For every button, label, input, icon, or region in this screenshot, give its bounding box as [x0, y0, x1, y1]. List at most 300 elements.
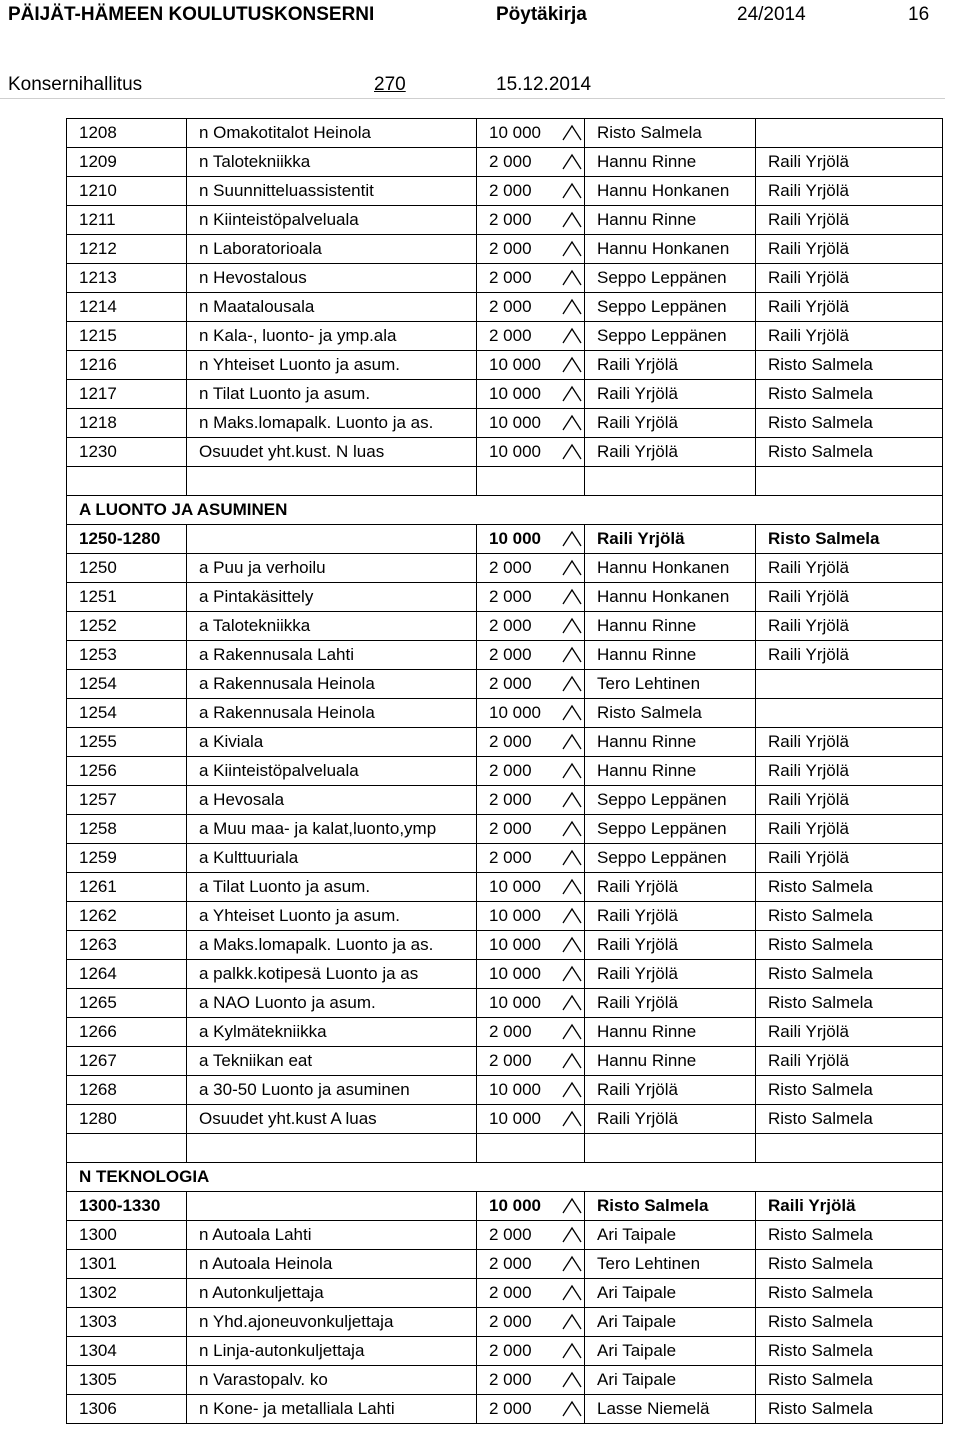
page-number: 16 — [908, 4, 930, 25]
row-name-text: n Suunnitteluassistentit — [199, 181, 374, 200]
row-name — [187, 409, 477, 438]
row-amount — [477, 612, 585, 641]
row-name-text: n Laboratorioala — [199, 239, 322, 258]
table-row — [67, 670, 943, 699]
row-name-text: a Tilat Luonto ja asum. — [199, 877, 371, 896]
table-row — [67, 1192, 943, 1221]
responsible-person-1-text: Raili Yrjölä — [597, 993, 678, 1012]
row-code — [67, 583, 187, 612]
responsible-person-2 — [756, 989, 943, 1018]
table-row — [67, 148, 943, 177]
row-amount-text: 2 000 — [489, 1022, 532, 1041]
responsible-person-2 — [756, 235, 943, 264]
responsible-person-1 — [585, 844, 756, 873]
table-row — [67, 554, 943, 583]
responsible-person-1-text: Seppo Leppänen — [597, 819, 727, 838]
row-name — [187, 351, 477, 380]
row-amount-text: 10 000 — [489, 442, 541, 461]
responsible-person-1 — [585, 757, 756, 786]
row-name — [187, 1366, 477, 1395]
row-name — [187, 1105, 477, 1134]
responsible-person-1 — [585, 1337, 756, 1366]
row-name-text: a Maks.lomapalk. Luonto ja as. — [199, 935, 434, 954]
row-code — [67, 1047, 187, 1076]
row-name — [187, 554, 477, 583]
responsible-person-2-text: Raili Yrjölä — [768, 268, 849, 287]
responsible-person-1-text: Raili Yrjölä — [597, 355, 678, 374]
row-name-text: a Kiinteistöpalveluala — [199, 761, 359, 780]
responsible-person-2 — [756, 815, 943, 844]
row-code — [67, 351, 187, 380]
responsible-person-2 — [756, 757, 943, 786]
row-name — [187, 699, 477, 728]
table-row — [67, 1221, 943, 1250]
row-amount-text: 2 000 — [489, 790, 532, 809]
row-amount — [477, 728, 585, 757]
row-amount — [477, 206, 585, 235]
responsible-person-2-text: Raili Yrjölä — [768, 616, 849, 635]
row-code-text: 1213 — [79, 268, 117, 287]
row-amount — [477, 641, 585, 670]
responsible-person-2-text: Risto Salmela — [768, 384, 873, 403]
row-code-text: 1208 — [79, 123, 117, 142]
table-row — [67, 409, 943, 438]
row-name-text: a Rakennusala Heinola — [199, 674, 375, 693]
table-row — [67, 1018, 943, 1047]
responsible-person-1 — [585, 525, 756, 554]
responsible-person-1-text: Risto Salmela — [597, 703, 702, 722]
row-code — [67, 844, 187, 873]
responsible-person-1-text: Raili Yrjölä — [597, 964, 678, 983]
row-amount-text: 10 000 — [489, 384, 541, 403]
responsible-person-1 — [585, 322, 756, 351]
row-amount — [477, 873, 585, 902]
row-code — [67, 293, 187, 322]
responsible-person-1 — [585, 235, 756, 264]
row-amount-text: 2 000 — [489, 239, 532, 258]
row-amount-text: 2 000 — [489, 587, 532, 606]
row-name — [187, 1221, 477, 1250]
row-code — [67, 1279, 187, 1308]
responsible-person-2 — [756, 1250, 943, 1279]
row-amount — [477, 1366, 585, 1395]
responsible-person-2-text: Risto Salmela — [768, 1370, 873, 1389]
table-row — [67, 380, 943, 409]
responsible-person-2 — [756, 1192, 943, 1221]
row-code-text: 1255 — [79, 732, 117, 751]
responsible-person-2-text: Raili Yrjölä — [768, 1051, 849, 1070]
responsible-person-2-text: Raili Yrjölä — [768, 761, 849, 780]
responsible-person-1 — [585, 873, 756, 902]
responsible-person-2-text: Raili Yrjölä — [768, 790, 849, 809]
empty-cell — [585, 1134, 756, 1163]
table-row — [67, 815, 943, 844]
row-code-text: 1262 — [79, 906, 117, 925]
row-amount-text: 10 000 — [489, 1109, 541, 1128]
row-name — [187, 873, 477, 902]
row-name — [187, 902, 477, 931]
table-row — [67, 902, 943, 931]
row-code-text: 1214 — [79, 297, 117, 316]
responsible-person-2-text: Raili Yrjölä — [768, 819, 849, 838]
responsible-person-2 — [756, 351, 943, 380]
table-row — [67, 728, 943, 757]
row-code-text: 1253 — [79, 645, 117, 664]
row-name — [187, 960, 477, 989]
row-name-text: a Puu ja verhoilu — [199, 558, 326, 577]
responsible-person-1 — [585, 409, 756, 438]
responsible-person-1-text: Hannu Rinne — [597, 1022, 697, 1041]
responsible-person-2 — [756, 583, 943, 612]
responsible-person-2 — [756, 1018, 943, 1047]
table-row — [67, 1279, 943, 1308]
row-amount-text: 2 000 — [489, 674, 532, 693]
row-code — [67, 1308, 187, 1337]
table-row — [67, 989, 943, 1018]
table-row — [67, 612, 943, 641]
table-row — [67, 960, 943, 989]
responsible-person-2 — [756, 1395, 943, 1424]
responsible-person-1-text: Ari Taipale — [597, 1225, 677, 1244]
row-code — [67, 264, 187, 293]
responsible-person-1 — [585, 960, 756, 989]
row-amount-text: 10 000 — [489, 906, 541, 925]
responsible-person-1 — [585, 148, 756, 177]
row-name-text: a Muu maa- ja kalat,luonto,ymp — [199, 819, 437, 838]
row-name — [187, 264, 477, 293]
row-code-text: 1304 — [79, 1341, 117, 1360]
responsible-person-1-text: Raili Yrjölä — [597, 1080, 678, 1099]
row-code-text: 1300-1330 — [79, 1196, 161, 1215]
row-code-text: 1217 — [79, 384, 117, 403]
row-amount — [477, 322, 585, 351]
row-amount-text: 2 000 — [489, 152, 532, 171]
table-row — [67, 1395, 943, 1424]
body-name: Konsernihallitus — [8, 74, 143, 95]
row-name-text: n Maks.lomapalk. Luonto ja as. — [199, 413, 434, 432]
row-code — [67, 670, 187, 699]
row-code-text: 1301 — [79, 1254, 117, 1273]
responsible-person-2-text: Raili Yrjölä — [768, 1022, 849, 1041]
responsible-person-1-text: Risto Salmela — [597, 123, 702, 142]
responsible-person-2 — [756, 728, 943, 757]
empty-cell — [477, 1134, 585, 1163]
row-amount — [477, 235, 585, 264]
row-name — [187, 148, 477, 177]
responsible-person-1-text: Seppo Leppänen — [597, 297, 727, 316]
empty-cell — [477, 467, 585, 496]
row-amount — [477, 525, 585, 554]
row-amount — [477, 844, 585, 873]
row-name-text: n Hevostalous — [199, 268, 307, 287]
table-row — [67, 322, 943, 351]
responsible-person-2-text: Raili Yrjölä — [768, 181, 849, 200]
row-amount-text: 10 000 — [489, 993, 541, 1012]
organization-name: PÄIJÄT-HÄMEEN KOULUTUSKONSERNI — [8, 4, 375, 25]
row-amount-text: 2 000 — [489, 1225, 532, 1244]
row-name — [187, 206, 477, 235]
row-code — [67, 206, 187, 235]
row-amount — [477, 380, 585, 409]
row-amount — [477, 1221, 585, 1250]
responsible-person-1 — [585, 177, 756, 206]
responsible-person-1-text: Tero Lehtinen — [597, 1254, 701, 1273]
responsible-person-2 — [756, 177, 943, 206]
table-row — [67, 641, 943, 670]
responsible-person-1-text: Hannu Rinne — [597, 210, 697, 229]
responsible-person-2-text: Raili Yrjölä — [768, 152, 849, 171]
responsible-person-1 — [585, 438, 756, 467]
table-row — [67, 699, 943, 728]
row-code — [67, 612, 187, 641]
responsible-person-1 — [585, 1018, 756, 1047]
responsible-person-2 — [756, 554, 943, 583]
responsible-person-1 — [585, 728, 756, 757]
row-code-text: 1254 — [79, 703, 117, 722]
row-code — [67, 815, 187, 844]
section-number: 270 — [374, 74, 406, 95]
row-code-text: 1280 — [79, 1109, 117, 1128]
row-code — [67, 1337, 187, 1366]
row-name — [187, 815, 477, 844]
responsible-person-2 — [756, 844, 943, 873]
row-amount-text: 10 000 — [489, 1080, 541, 1099]
row-code-text: 1212 — [79, 239, 117, 258]
responsible-person-1-text: Ari Taipale — [597, 1341, 677, 1360]
row-amount-text: 10 000 — [489, 529, 541, 548]
row-code — [67, 119, 187, 148]
row-code-text: 1300 — [79, 1225, 117, 1244]
responsible-person-2-text: Risto Salmela — [768, 1399, 873, 1418]
row-amount — [477, 989, 585, 1018]
responsible-person-1 — [585, 206, 756, 235]
row-amount — [477, 1105, 585, 1134]
responsible-person-2-text: Risto Salmela — [768, 935, 873, 954]
table-row — [67, 177, 943, 206]
row-code — [67, 728, 187, 757]
row-code-text: 1257 — [79, 790, 117, 809]
responsible-person-2 — [756, 670, 943, 699]
meeting-date: 15.12.2014 — [496, 74, 592, 95]
responsible-person-2-text: Risto Salmela — [768, 1312, 873, 1331]
header-divider — [0, 98, 945, 99]
responsible-person-1-text: Ari Taipale — [597, 1283, 677, 1302]
responsible-person-1-text: Hannu Rinne — [597, 732, 697, 751]
responsible-person-1 — [585, 1192, 756, 1221]
row-code — [67, 380, 187, 409]
table-row — [67, 583, 943, 612]
row-code — [67, 148, 187, 177]
row-code-text: 1261 — [79, 877, 117, 896]
responsible-person-1 — [585, 554, 756, 583]
row-code — [67, 177, 187, 206]
row-amount-text: 2 000 — [489, 616, 532, 635]
responsible-person-2-text: Raili Yrjölä — [768, 558, 849, 577]
responsible-person-2 — [756, 902, 943, 931]
row-amount — [477, 1192, 585, 1221]
responsible-person-1-text: Hannu Honkanen — [597, 587, 730, 606]
table-row — [67, 206, 943, 235]
row-code-text: 1250-1280 — [79, 529, 161, 548]
row-code — [67, 989, 187, 1018]
row-code-text: 1215 — [79, 326, 117, 345]
row-code-text: 1218 — [79, 413, 117, 432]
row-code-text: 1211 — [79, 210, 116, 229]
responsible-person-2 — [756, 1105, 943, 1134]
row-amount — [477, 1308, 585, 1337]
row-amount — [477, 902, 585, 931]
row-name-text: n Yhd.ajoneuvonkuljettaja — [199, 1312, 394, 1331]
table-row — [67, 235, 943, 264]
row-name — [187, 1337, 477, 1366]
responsible-person-2-text: Risto Salmela — [768, 1254, 873, 1273]
row-amount — [477, 1395, 585, 1424]
row-amount — [477, 583, 585, 612]
responsible-person-1-text: Ari Taipale — [597, 1370, 677, 1389]
row-code-text: 1264 — [79, 964, 117, 983]
section-title: N TEKNOLOGIA — [67, 1163, 943, 1192]
row-amount — [477, 757, 585, 786]
row-amount-text: 10 000 — [489, 703, 541, 722]
responsible-person-1-text: Hannu Rinne — [597, 152, 697, 171]
row-name — [187, 931, 477, 960]
table-row — [67, 1308, 943, 1337]
responsible-person-1 — [585, 1105, 756, 1134]
row-code-text: 1265 — [79, 993, 117, 1012]
row-amount — [477, 1279, 585, 1308]
table-row — [67, 844, 943, 873]
responsible-person-2 — [756, 1221, 943, 1250]
row-code-text: 1306 — [79, 1399, 117, 1418]
row-code-text: 1209 — [79, 152, 117, 171]
table-row — [67, 264, 943, 293]
row-amount — [477, 554, 585, 583]
table-row — [67, 119, 943, 148]
responsible-person-2-text: Risto Salmela — [768, 1080, 873, 1099]
responsible-person-1 — [585, 786, 756, 815]
responsible-person-1 — [585, 1366, 756, 1395]
row-name — [187, 612, 477, 641]
row-amount-text: 2 000 — [489, 1283, 532, 1302]
row-name — [187, 670, 477, 699]
responsible-person-2-text: Risto Salmela — [768, 906, 873, 925]
row-amount-text: 10 000 — [489, 935, 541, 954]
section-row — [67, 1163, 943, 1192]
table-row — [67, 757, 943, 786]
table-row — [67, 1105, 943, 1134]
responsible-person-2-text: Risto Salmela — [768, 1109, 873, 1128]
row-amount-text: 2 000 — [489, 1312, 532, 1331]
responsible-person-1 — [585, 931, 756, 960]
row-code-text: 1263 — [79, 935, 117, 954]
row-name-text: a Rakennusala Lahti — [199, 645, 355, 664]
row-name-text: a Yhteiset Luonto ja asum. — [199, 906, 400, 925]
responsible-person-2-text: Raili Yrjölä — [768, 732, 849, 751]
row-name — [187, 844, 477, 873]
responsible-person-1 — [585, 670, 756, 699]
responsible-person-1 — [585, 119, 756, 148]
row-code — [67, 757, 187, 786]
responsible-person-1 — [585, 699, 756, 728]
row-name — [187, 1047, 477, 1076]
row-name-text: a Hevosala — [199, 790, 285, 809]
responsible-person-1-text: Raili Yrjölä — [597, 529, 685, 548]
responsible-person-2-text: Raili Yrjölä — [768, 645, 849, 664]
row-code-text: 1259 — [79, 848, 117, 867]
responsible-person-2 — [756, 1337, 943, 1366]
row-code — [67, 786, 187, 815]
budget-table — [66, 118, 943, 1424]
row-amount-text: 2 000 — [489, 326, 532, 345]
table-row — [67, 293, 943, 322]
row-amount-text: 2 000 — [489, 1399, 532, 1418]
row-amount — [477, 409, 585, 438]
responsible-person-2 — [756, 148, 943, 177]
row-name — [187, 293, 477, 322]
row-name — [187, 380, 477, 409]
responsible-person-1-text: Ari Taipale — [597, 1312, 677, 1331]
empty-cell — [187, 467, 477, 496]
row-name — [187, 1192, 477, 1221]
responsible-person-2 — [756, 119, 943, 148]
row-name-text: a Pintakäsittely — [199, 587, 314, 606]
responsible-person-1 — [585, 1221, 756, 1250]
responsible-person-2-text: Risto Salmela — [768, 964, 873, 983]
responsible-person-2 — [756, 322, 943, 351]
responsible-person-1 — [585, 1395, 756, 1424]
row-amount — [477, 177, 585, 206]
row-amount — [477, 815, 585, 844]
row-name — [187, 1076, 477, 1105]
row-code — [67, 322, 187, 351]
responsible-person-1-text: Risto Salmela — [597, 1196, 709, 1215]
responsible-person-1 — [585, 583, 756, 612]
row-name-text: a 30-50 Luonto ja asuminen — [199, 1080, 410, 1099]
row-name-text: n Autoala Lahti — [199, 1225, 312, 1244]
row-code — [67, 873, 187, 902]
responsible-person-2 — [756, 1047, 943, 1076]
responsible-person-2 — [756, 409, 943, 438]
document-number: 24/2014 — [737, 4, 806, 25]
row-name — [187, 641, 477, 670]
empty-cell — [756, 1134, 943, 1163]
row-amount-text: 2 000 — [489, 1370, 532, 1389]
responsible-person-2-text: Risto Salmela — [768, 442, 873, 461]
row-name — [187, 322, 477, 351]
table-row — [67, 873, 943, 902]
responsible-person-2 — [756, 931, 943, 960]
row-name-text: n Varastopalv. ko — [199, 1370, 328, 1389]
row-name-text: a Rakennusala Heinola — [199, 703, 375, 722]
row-code — [67, 1105, 187, 1134]
section-title: A LUONTO JA ASUMINEN — [67, 496, 943, 525]
row-code — [67, 438, 187, 467]
row-name-text: n Maatalousala — [199, 297, 315, 316]
responsible-person-2 — [756, 873, 943, 902]
row-code-text: 1256 — [79, 761, 117, 780]
row-code-text: 1303 — [79, 1312, 117, 1331]
responsible-person-2-text: Risto Salmela — [768, 993, 873, 1012]
row-amount-text: 2 000 — [489, 297, 532, 316]
responsible-person-1-text: Hannu Honkanen — [597, 181, 730, 200]
row-code-text: 1267 — [79, 1051, 117, 1070]
responsible-person-2 — [756, 1308, 943, 1337]
responsible-person-1-text: Raili Yrjölä — [597, 906, 678, 925]
responsible-person-1 — [585, 1250, 756, 1279]
row-name — [187, 438, 477, 467]
responsible-person-1-text: Tero Lehtinen — [597, 674, 701, 693]
row-code — [67, 409, 187, 438]
